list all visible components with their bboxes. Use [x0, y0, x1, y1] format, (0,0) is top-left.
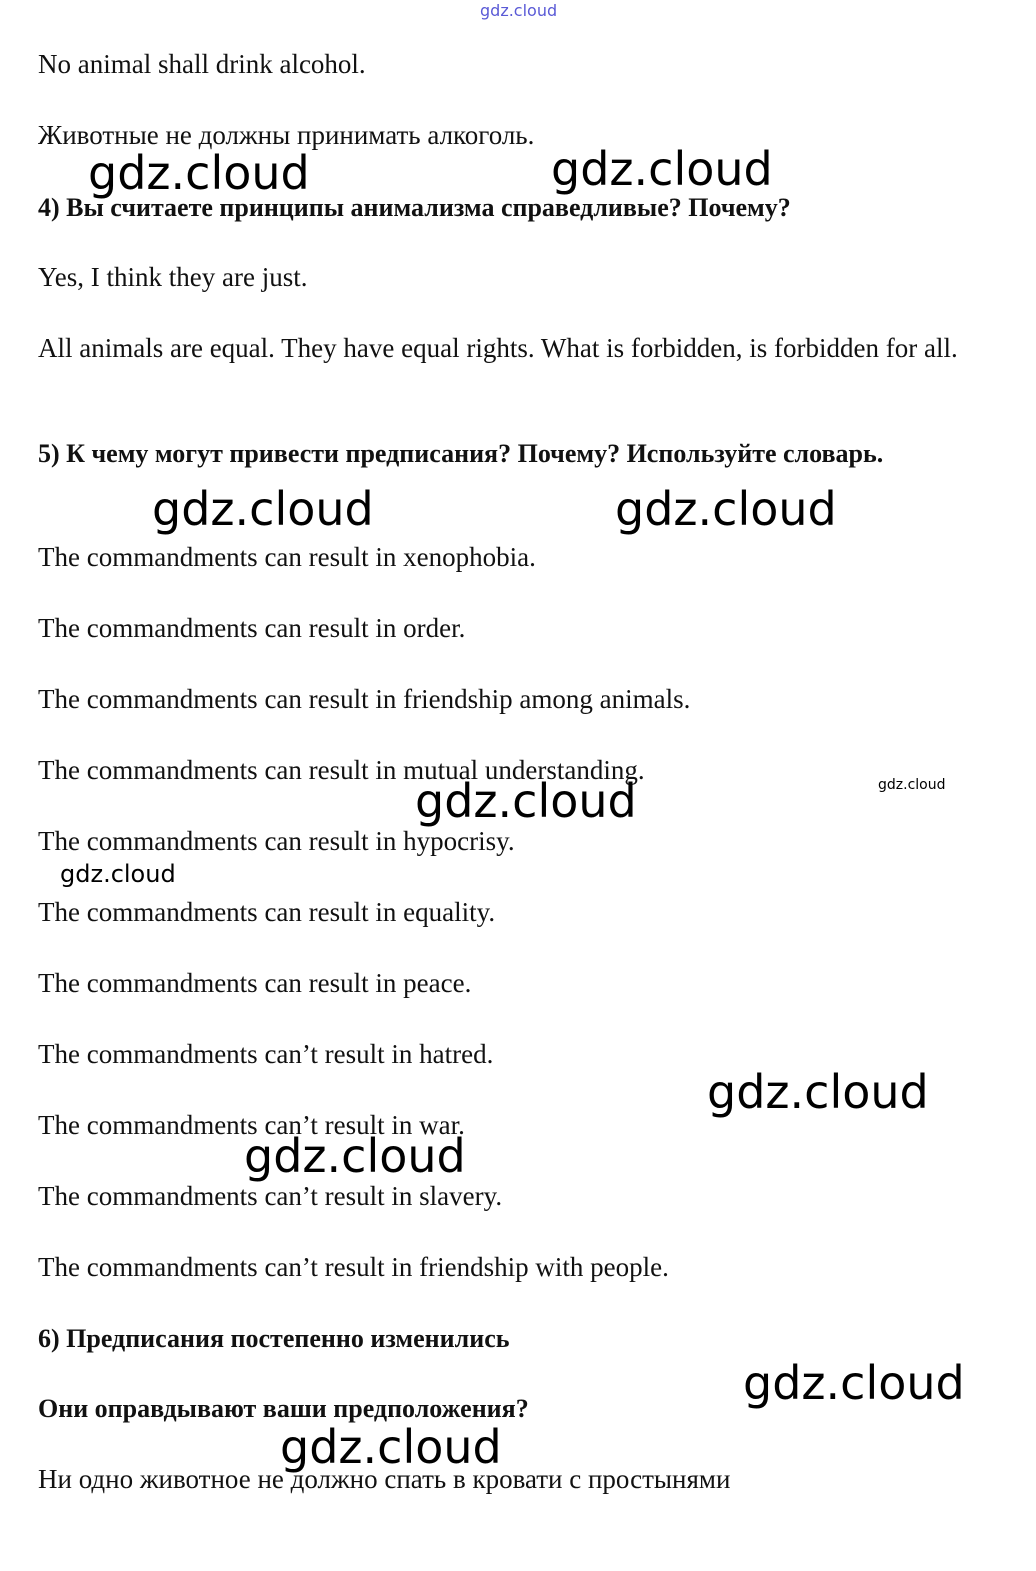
watermark: gdz.cloud: [551, 142, 773, 196]
result-line: The commandments can result in order.: [38, 613, 466, 643]
result-line: The commandments can result in friendship among animals.: [38, 684, 691, 714]
question-4-heading: 4) Вы считаете принципы анимализма справедливые? Почему?: [38, 193, 791, 222]
question-6-heading: 6) Предписания постепенно изменились: [38, 1324, 510, 1353]
watermark: gdz.cloud: [878, 777, 946, 793]
result-line: The commandments can’t result in hatred.: [38, 1039, 494, 1069]
watermark: gdz.cloud: [152, 482, 374, 536]
watermark: gdz.cloud: [615, 482, 837, 536]
result-line: The commandments can result in equality.: [38, 897, 496, 927]
watermark: gdz.cloud: [244, 1129, 466, 1183]
text-line: Ни одно животное не должно спать в кровати с простынями: [38, 1464, 731, 1494]
result-line: The commandments can result in xenophobia.: [38, 542, 536, 572]
watermark: gdz.cloud: [743, 1356, 965, 1410]
text-line: Животные не должны принимать алкоголь.: [38, 120, 535, 150]
result-line: The commandments can result in hypocrisy.: [38, 826, 515, 856]
answer-paragraph: All animals are equal. They have equal rights. What is forbidden, is forbidden for all.: [38, 333, 958, 363]
watermark: gdz.cloud: [88, 146, 310, 200]
watermark-top: gdz.cloud: [480, 1, 558, 20]
result-line: The commandments can result in peace.: [38, 968, 472, 998]
result-line: The commandments can result in mutual understanding.: [38, 755, 645, 785]
watermark: gdz.cloud: [60, 860, 176, 888]
result-line: The commandments can’t result in slavery.: [38, 1181, 503, 1211]
answer-line: Yes, I think they are just.: [38, 262, 308, 292]
text-line: No animal shall drink alcohol.: [38, 49, 366, 79]
watermark: gdz.cloud: [415, 774, 637, 828]
watermark: gdz.cloud: [707, 1065, 929, 1119]
watermark: gdz.cloud: [280, 1420, 502, 1474]
result-line: The commandments can’t result in friendship with people.: [38, 1252, 669, 1282]
question-6-subheading: Они оправдывают ваши предположения?: [38, 1394, 529, 1423]
question-5-heading: 5) К чему могут привести предписания? Почему? Используйте словарь.: [38, 439, 884, 468]
result-line: The commandments can’t result in war.: [38, 1110, 465, 1140]
